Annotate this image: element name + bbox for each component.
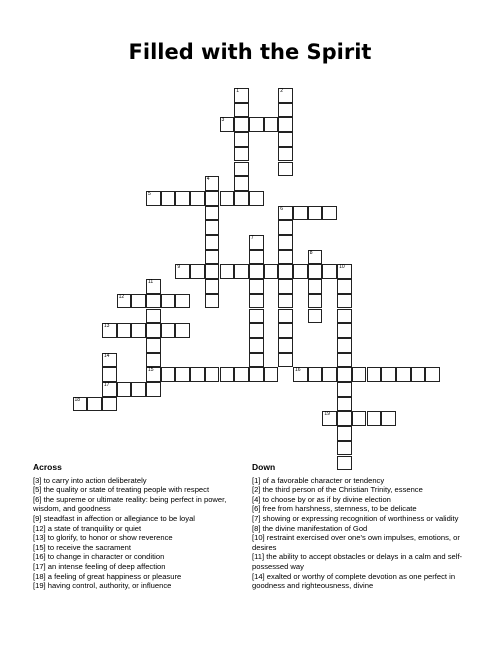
grid-cell[interactable] xyxy=(381,367,396,382)
grid-cell[interactable] xyxy=(234,147,249,162)
grid-cell[interactable] xyxy=(249,338,264,353)
grid-cell[interactable] xyxy=(249,264,264,279)
grid-cell[interactable] xyxy=(131,323,146,338)
grid-cell[interactable] xyxy=(146,382,161,397)
grid-cell[interactable] xyxy=(322,411,337,426)
across-clue xyxy=(33,581,248,591)
grid-cell[interactable] xyxy=(146,323,161,338)
grid-cell[interactable] xyxy=(146,367,161,382)
grid-cell[interactable] xyxy=(205,176,220,191)
grid-cell[interactable] xyxy=(131,294,146,309)
grid-cell[interactable] xyxy=(278,162,293,177)
grid-cell[interactable] xyxy=(278,353,293,368)
across-clue-list xyxy=(33,476,248,591)
clue-text: to change in character or condition xyxy=(47,552,165,562)
clue-text: the divine manifestation of God xyxy=(262,523,368,533)
grid-cell[interactable] xyxy=(308,206,323,221)
grid-cell[interactable] xyxy=(220,264,235,279)
grid-cell[interactable] xyxy=(220,191,235,206)
clue-text: to receive the sacrament xyxy=(47,542,131,552)
across-clue xyxy=(33,552,248,562)
grid-cell[interactable] xyxy=(234,103,249,118)
grid-cell[interactable] xyxy=(278,103,293,118)
clue-text: to glorify, to honor or show reverence xyxy=(47,533,173,543)
grid-cell[interactable] xyxy=(337,294,352,309)
grid-cell[interactable] xyxy=(264,264,279,279)
down-clues xyxy=(252,463,477,591)
grid-cell[interactable] xyxy=(87,397,102,412)
down-clue xyxy=(252,485,477,495)
grid-cell[interactable] xyxy=(278,235,293,250)
grid-cell[interactable] xyxy=(146,309,161,324)
across-clues xyxy=(33,463,248,591)
grid-cell[interactable] xyxy=(411,367,426,382)
grid-cell[interactable] xyxy=(381,411,396,426)
down-clue xyxy=(252,476,477,486)
clue-number: [17] xyxy=(33,561,46,571)
grid-cell[interactable] xyxy=(308,279,323,294)
clue-text: a feeling of great happiness or pleasure xyxy=(47,571,182,581)
grid-cell[interactable] xyxy=(117,294,132,309)
clue-text: of a favorable character or tendency xyxy=(262,475,385,485)
grid-cell[interactable] xyxy=(352,367,367,382)
clue-text: showing or expressing recognition of worthiness or validity xyxy=(262,513,459,523)
grid-cell[interactable] xyxy=(190,367,205,382)
down-clue xyxy=(252,524,477,534)
cell-number: 9 xyxy=(177,264,181,271)
grid-cell[interactable] xyxy=(102,397,117,412)
cell-number: 7 xyxy=(250,235,254,241)
grid-cell[interactable] xyxy=(190,264,205,279)
clue-number: [13] xyxy=(33,533,46,543)
cell-number: 16 xyxy=(295,367,301,374)
clue-text: exalted or worthy of complete devotion as one perfect in goodness and righteousness, divine xyxy=(252,571,456,591)
grid-cell[interactable] xyxy=(278,250,293,265)
grid-cell[interactable] xyxy=(293,367,308,382)
grid-cell[interactable] xyxy=(249,250,264,265)
grid-cell[interactable] xyxy=(205,294,220,309)
across-clue xyxy=(33,533,248,543)
grid-cell[interactable] xyxy=(117,323,132,338)
clue-number: [15] xyxy=(33,542,46,552)
clue-number: [4] xyxy=(252,494,261,504)
clue-text: restraint exercised over one's own impulses, emotions, or desires xyxy=(252,533,460,552)
clue-number: [12] xyxy=(33,523,46,533)
grid-cell[interactable] xyxy=(102,367,117,382)
grid-cell[interactable] xyxy=(102,323,117,338)
clue-number: [11] xyxy=(252,552,265,562)
grid-cell[interactable] xyxy=(278,206,293,221)
grid-cell[interactable] xyxy=(131,382,146,397)
clue-number: [2] xyxy=(252,485,261,495)
clue-text: the ability to accept obstacles or delays in a calm and self-possessed way xyxy=(252,552,463,571)
cell-number: 8 xyxy=(309,249,313,256)
grid-cell[interactable] xyxy=(190,191,205,206)
grid-cell[interactable] xyxy=(278,338,293,353)
across-heading: Across xyxy=(33,462,62,472)
grid-cell[interactable] xyxy=(117,382,132,397)
grid-cell[interactable] xyxy=(205,250,220,265)
cell-number: 14 xyxy=(103,352,110,359)
clue-number: [7] xyxy=(252,513,261,523)
grid-cell[interactable] xyxy=(337,264,352,279)
grid-cell[interactable] xyxy=(278,220,293,235)
grid-cell[interactable] xyxy=(205,235,220,250)
cell-number: 18 xyxy=(74,396,81,403)
grid-cell[interactable] xyxy=(308,250,323,265)
down-clue xyxy=(252,533,477,552)
grid-cell[interactable] xyxy=(175,294,190,309)
down-clue xyxy=(252,572,477,591)
grid-cell[interactable] xyxy=(337,367,352,382)
grid-cell[interactable] xyxy=(234,162,249,177)
grid-cell[interactable] xyxy=(293,264,308,279)
grid-cell[interactable] xyxy=(146,338,161,353)
grid-cell[interactable] xyxy=(278,88,293,103)
across-clue xyxy=(33,514,248,524)
grid-cell[interactable] xyxy=(278,147,293,162)
grid-cell[interactable] xyxy=(205,367,220,382)
across-clue xyxy=(33,572,248,582)
grid-cell[interactable] xyxy=(322,367,337,382)
grid-cell[interactable] xyxy=(161,191,176,206)
grid-cell[interactable] xyxy=(278,309,293,324)
grid-cell[interactable] xyxy=(352,411,367,426)
cell-number: 1 xyxy=(236,88,239,94)
grid-cell[interactable] xyxy=(146,294,161,309)
grid-cell[interactable] xyxy=(249,323,264,338)
grid-cell[interactable] xyxy=(175,323,190,338)
grid-cell[interactable] xyxy=(234,367,249,382)
grid-cell[interactable] xyxy=(308,294,323,309)
grid-cell[interactable] xyxy=(146,191,161,206)
cell-number: 6 xyxy=(280,205,284,212)
grid-cell[interactable] xyxy=(337,426,352,441)
cell-number: 11 xyxy=(148,279,154,286)
across-clue xyxy=(33,543,248,553)
clue-text: to choose by or as if by divine election xyxy=(262,494,391,504)
clue-text: having control, authority, or influence xyxy=(47,581,172,591)
grid-cell[interactable] xyxy=(337,411,352,426)
clue-number: [14] xyxy=(252,571,265,581)
clue-number: [10] xyxy=(252,533,265,543)
clue-number: [3] xyxy=(33,475,42,485)
clue-number: [5] xyxy=(33,485,42,495)
across-clue xyxy=(33,562,248,572)
cell-number: 15 xyxy=(148,367,154,374)
grid-cell[interactable] xyxy=(234,132,249,147)
grid-cell[interactable] xyxy=(278,294,293,309)
clue-text: the third person of the Christian Trinity, essence xyxy=(262,485,423,495)
grid-cell[interactable] xyxy=(264,117,279,132)
grid-cell[interactable] xyxy=(249,367,264,382)
clue-number: [6] xyxy=(33,494,42,504)
grid-cell[interactable] xyxy=(175,264,190,279)
clue-text: a state of tranquility or quiet xyxy=(47,523,142,533)
down-clue xyxy=(252,504,477,514)
grid-cell[interactable] xyxy=(161,294,176,309)
clue-text: to carry into action deliberately xyxy=(43,475,147,485)
puzzle-title: Filled with the Spirit xyxy=(128,40,372,64)
grid-cell[interactable] xyxy=(264,367,279,382)
grid-cell[interactable] xyxy=(234,117,249,132)
grid-cell[interactable] xyxy=(278,323,293,338)
grid-cell[interactable] xyxy=(249,279,264,294)
grid-cell[interactable] xyxy=(396,367,411,382)
grid-cell[interactable] xyxy=(234,88,249,103)
cell-number: 19 xyxy=(324,411,330,418)
across-clue xyxy=(33,524,248,534)
grid-cell[interactable] xyxy=(337,279,352,294)
grid-cell[interactable] xyxy=(234,191,249,206)
grid-cell[interactable] xyxy=(337,323,352,338)
across-clue xyxy=(33,476,248,486)
grid-cell[interactable] xyxy=(205,220,220,235)
grid-cell[interactable] xyxy=(308,367,323,382)
clue-number: [9] xyxy=(33,513,42,523)
grid-cell[interactable] xyxy=(249,309,264,324)
grid-cell[interactable] xyxy=(337,397,352,412)
grid-cell[interactable] xyxy=(337,353,352,368)
clue-text: steadfast in affection or allegiance to be loyal xyxy=(43,513,195,523)
grid-cell[interactable] xyxy=(249,353,264,368)
grid-cell[interactable] xyxy=(205,279,220,294)
grid-cell[interactable] xyxy=(337,382,352,397)
cell-number: 10 xyxy=(339,264,345,271)
clue-text: the supreme or ultimate reality: being perfect in power, wisdom, and goodness xyxy=(33,494,227,514)
grid-cell[interactable] xyxy=(337,441,352,456)
clue-text: an intense feeling of deep affection xyxy=(47,561,166,571)
grid-cell[interactable] xyxy=(102,353,117,368)
grid-cell[interactable] xyxy=(278,117,293,132)
grid-cell[interactable] xyxy=(205,206,220,221)
grid-cell[interactable] xyxy=(205,191,220,206)
clue-text: free from harshness, sternness, to be delicate xyxy=(262,504,417,514)
grid-cell[interactable] xyxy=(337,338,352,353)
down-clue xyxy=(252,552,477,571)
grid-cell[interactable] xyxy=(367,367,382,382)
grid-cell[interactable] xyxy=(367,411,382,426)
grid-cell[interactable] xyxy=(278,132,293,147)
clue-number: [18] xyxy=(33,571,46,581)
grid-cell[interactable] xyxy=(278,264,293,279)
down-clue-list xyxy=(252,476,477,591)
grid-cell[interactable] xyxy=(308,264,323,279)
down-heading: Down xyxy=(252,462,276,472)
cell-number: 13 xyxy=(103,323,110,330)
across-clue xyxy=(33,495,248,514)
grid-cell[interactable] xyxy=(73,397,88,412)
grid-cell[interactable] xyxy=(249,235,264,250)
grid-cell[interactable] xyxy=(308,309,323,324)
grid-cell[interactable] xyxy=(337,309,352,324)
grid-cell[interactable] xyxy=(146,279,161,294)
grid-cell[interactable] xyxy=(322,206,337,221)
grid-cell[interactable] xyxy=(234,176,249,191)
grid-cell[interactable] xyxy=(293,206,308,221)
grid-cell[interactable] xyxy=(146,353,161,368)
grid-cell[interactable] xyxy=(249,294,264,309)
grid-cell[interactable] xyxy=(249,191,264,206)
clue-number: [19] xyxy=(33,581,46,591)
grid-cell[interactable] xyxy=(234,264,249,279)
across-clue xyxy=(33,485,248,495)
cell-number: 2 xyxy=(280,88,284,94)
cell-number: 12 xyxy=(118,293,125,300)
grid-cell[interactable] xyxy=(161,367,176,382)
clue-number: [6] xyxy=(252,504,261,514)
grid-cell[interactable] xyxy=(175,191,190,206)
down-clue xyxy=(252,495,477,505)
grid-cell[interactable] xyxy=(425,367,440,382)
clue-number: [8] xyxy=(252,523,261,533)
grid-cell[interactable] xyxy=(161,323,176,338)
grid-cell[interactable] xyxy=(278,279,293,294)
grid-cell[interactable] xyxy=(220,117,235,132)
grid-cell[interactable] xyxy=(220,367,235,382)
clue-number: [1] xyxy=(252,475,261,485)
grid-cell[interactable] xyxy=(322,264,337,279)
grid-cell[interactable] xyxy=(175,367,190,382)
grid-cell[interactable] xyxy=(205,264,220,279)
down-clue xyxy=(252,514,477,524)
cell-number: 5 xyxy=(148,190,151,197)
cell-number: 17 xyxy=(103,382,110,388)
grid-cell[interactable] xyxy=(249,117,264,132)
grid-cell[interactable] xyxy=(102,382,117,397)
cell-number: 3 xyxy=(221,117,225,124)
cell-number: 4 xyxy=(206,176,210,183)
clue-text: the quality or state of treating people with respect xyxy=(43,485,210,495)
clue-number: [16] xyxy=(33,552,46,562)
